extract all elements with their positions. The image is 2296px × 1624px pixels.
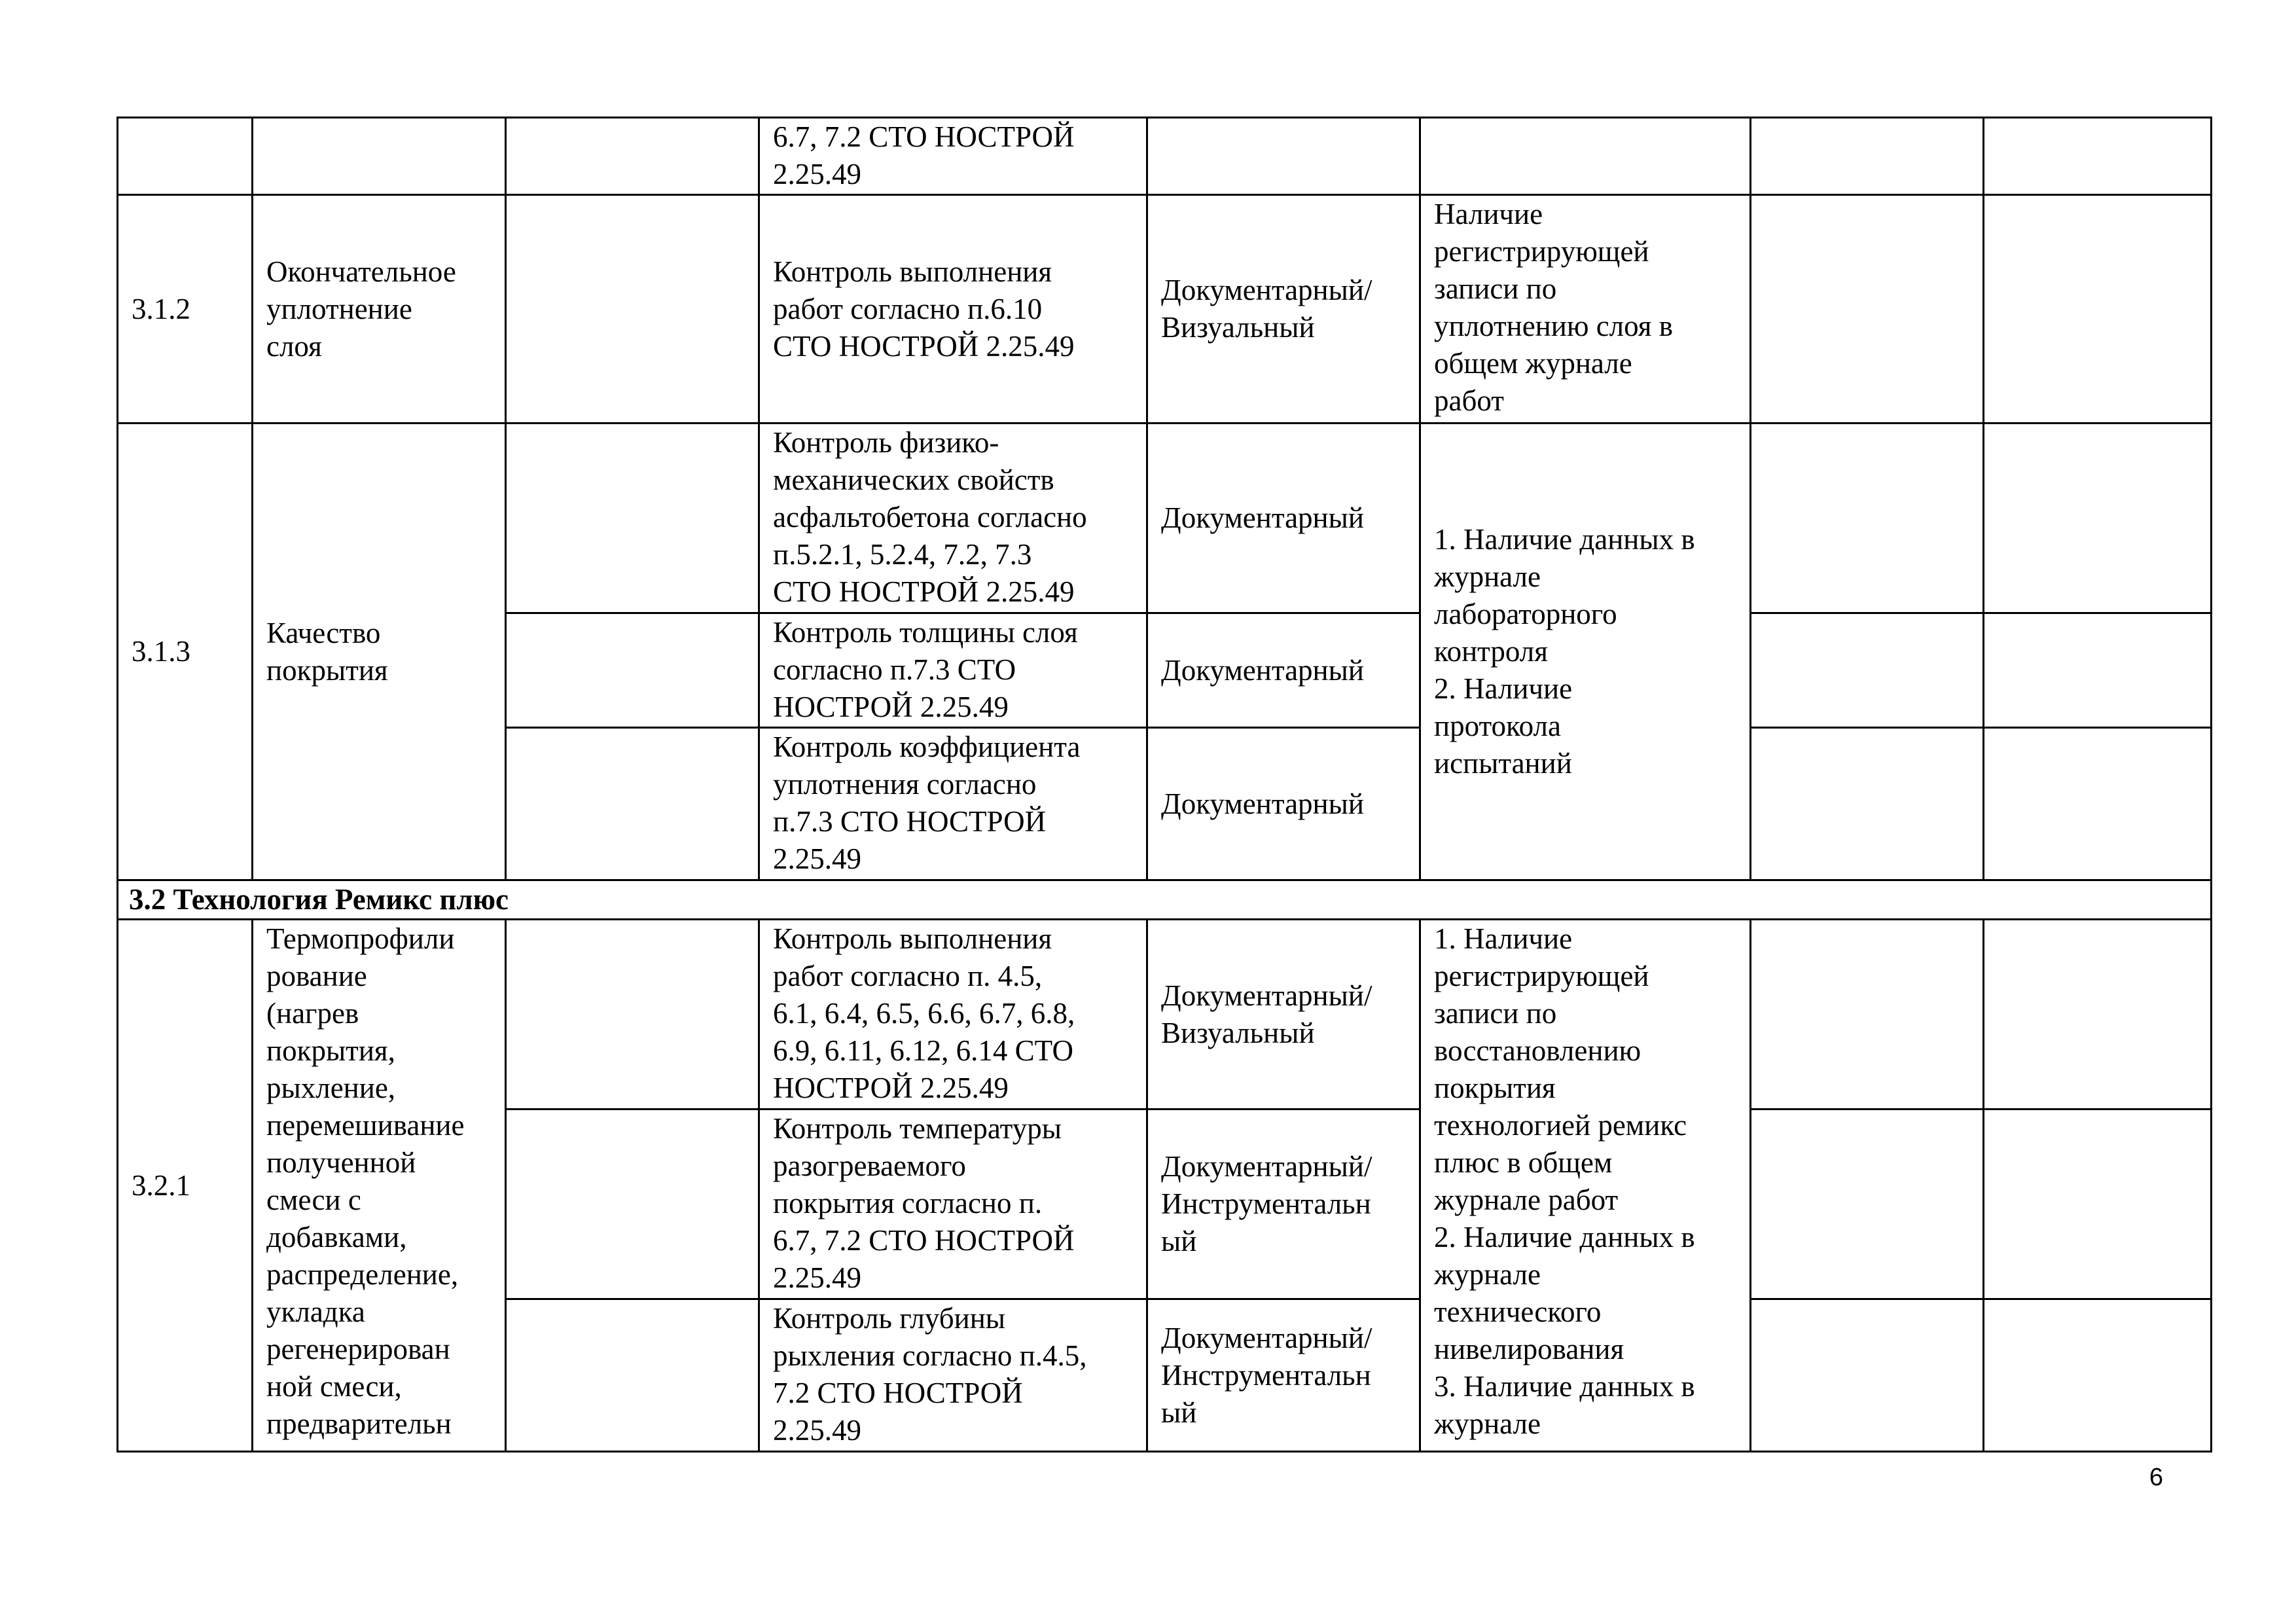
table-row	[118, 195, 2212, 424]
table-cell	[1984, 1110, 2212, 1299]
table-cell	[1984, 118, 2212, 195]
table-cell	[1751, 920, 1984, 1110]
result-cell: 1. Наличие данных в журнале лабораторного контроля 2. Наличие протокола испытаний	[1420, 424, 1751, 880]
method-cell: Документарный/ Инструментальн ый	[1147, 1110, 1420, 1299]
table-cell	[506, 195, 759, 424]
section-heading: 3.2 Технология Ремикс плюс	[118, 880, 2212, 920]
table-cell	[1751, 424, 1984, 613]
table-row	[118, 920, 2212, 1110]
table-cell	[1751, 1110, 1984, 1299]
table-cell	[506, 920, 759, 1110]
control-cell: Контроль температуры разогреваемого покрытия согласно п. 6.7, 7.2 СТО НОСТРОЙ 2.25.49	[759, 1110, 1147, 1299]
control-cell: 6.7, 7.2 СТО НОСТРОЙ 2.25.49	[759, 118, 1147, 195]
table-cell	[1751, 118, 1984, 195]
table-cell	[118, 118, 253, 195]
table-cell	[506, 613, 759, 728]
table-cell	[1751, 613, 1984, 728]
item-number: 3.1.2	[118, 195, 253, 424]
control-cell: Контроль физико- механических свойств асфальтобетона согласно п.5.2.1, 5.2.4, 7.2, 7.3 СТО НОСТРОЙ 2.25.49	[759, 424, 1147, 613]
table-cell	[1984, 728, 2212, 880]
table-row	[118, 118, 2212, 195]
table-cell	[506, 1299, 759, 1452]
item-name: Окончательное уплотнение слоя	[253, 195, 506, 424]
control-cell: Контроль выполнения работ согласно п.6.10 СТО НОСТРОЙ 2.25.49	[759, 195, 1147, 424]
item-name: Термопрофили рование (нагрев покрытия, рыхление, перемешивание полученной смеси с добавками, распределение, укладка регенерирован ной смеси, предварительн	[253, 920, 506, 1452]
table-cell	[506, 118, 759, 195]
table-cell	[1984, 195, 2212, 424]
table-cell	[1984, 424, 2212, 613]
table-cell	[1147, 118, 1420, 195]
method-cell: Документарный/ Визуальный	[1147, 195, 1420, 424]
quality-control-table	[117, 117, 2212, 1453]
table-cell	[506, 424, 759, 613]
table-cell	[1751, 728, 1984, 880]
table-cell	[1751, 1299, 1984, 1452]
control-cell: Контроль толщины слоя согласно п.7.3 СТО НОСТРОЙ 2.25.49	[759, 613, 1147, 728]
method-cell: Документарный/ Инструментальн ый	[1147, 1299, 1420, 1452]
method-cell: Документарный/ Визуальный	[1147, 920, 1420, 1110]
control-cell: Контроль выполнения работ согласно п. 4.5, 6.1, 6.4, 6.5, 6.6, 6.7, 6.8, 6.9, 6.11, 6.12, 6.14 СТО НОСТРОЙ 2.25.49	[759, 920, 1147, 1110]
page-number: 6	[2149, 1464, 2163, 1491]
table-row	[118, 880, 2212, 920]
table-cell	[1984, 613, 2212, 728]
table-cell	[253, 118, 506, 195]
table-cell	[1751, 195, 1984, 424]
method-cell: Документарный	[1147, 613, 1420, 728]
result-cell: Наличие регистрирующей записи по уплотнению слоя в общем журнале работ	[1420, 195, 1751, 424]
item-number: 3.2.1	[118, 920, 253, 1452]
item-number: 3.1.3	[118, 424, 253, 880]
table-cell	[1984, 920, 2212, 1110]
table-cell	[506, 1110, 759, 1299]
item-name: Качество покрытия	[253, 424, 506, 880]
table-row	[118, 424, 2212, 613]
table-cell	[1420, 118, 1751, 195]
method-cell: Документарный	[1147, 424, 1420, 613]
result-cell: 1. Наличие регистрирующей записи по восстановлению покрытия технологией ремикс плюс в общем журнале работ 2. Наличие данных в журнале технического нивелирования 3. Наличие данных в журнале	[1420, 920, 1751, 1452]
control-cell: Контроль коэффициента уплотнения согласно п.7.3 СТО НОСТРОЙ 2.25.49	[759, 728, 1147, 880]
method-cell: Документарный	[1147, 728, 1420, 880]
table-cell	[1984, 1299, 2212, 1452]
table-cell	[506, 728, 759, 880]
control-cell: Контроль глубины рыхления согласно п.4.5, 7.2 СТО НОСТРОЙ 2.25.49	[759, 1299, 1147, 1452]
